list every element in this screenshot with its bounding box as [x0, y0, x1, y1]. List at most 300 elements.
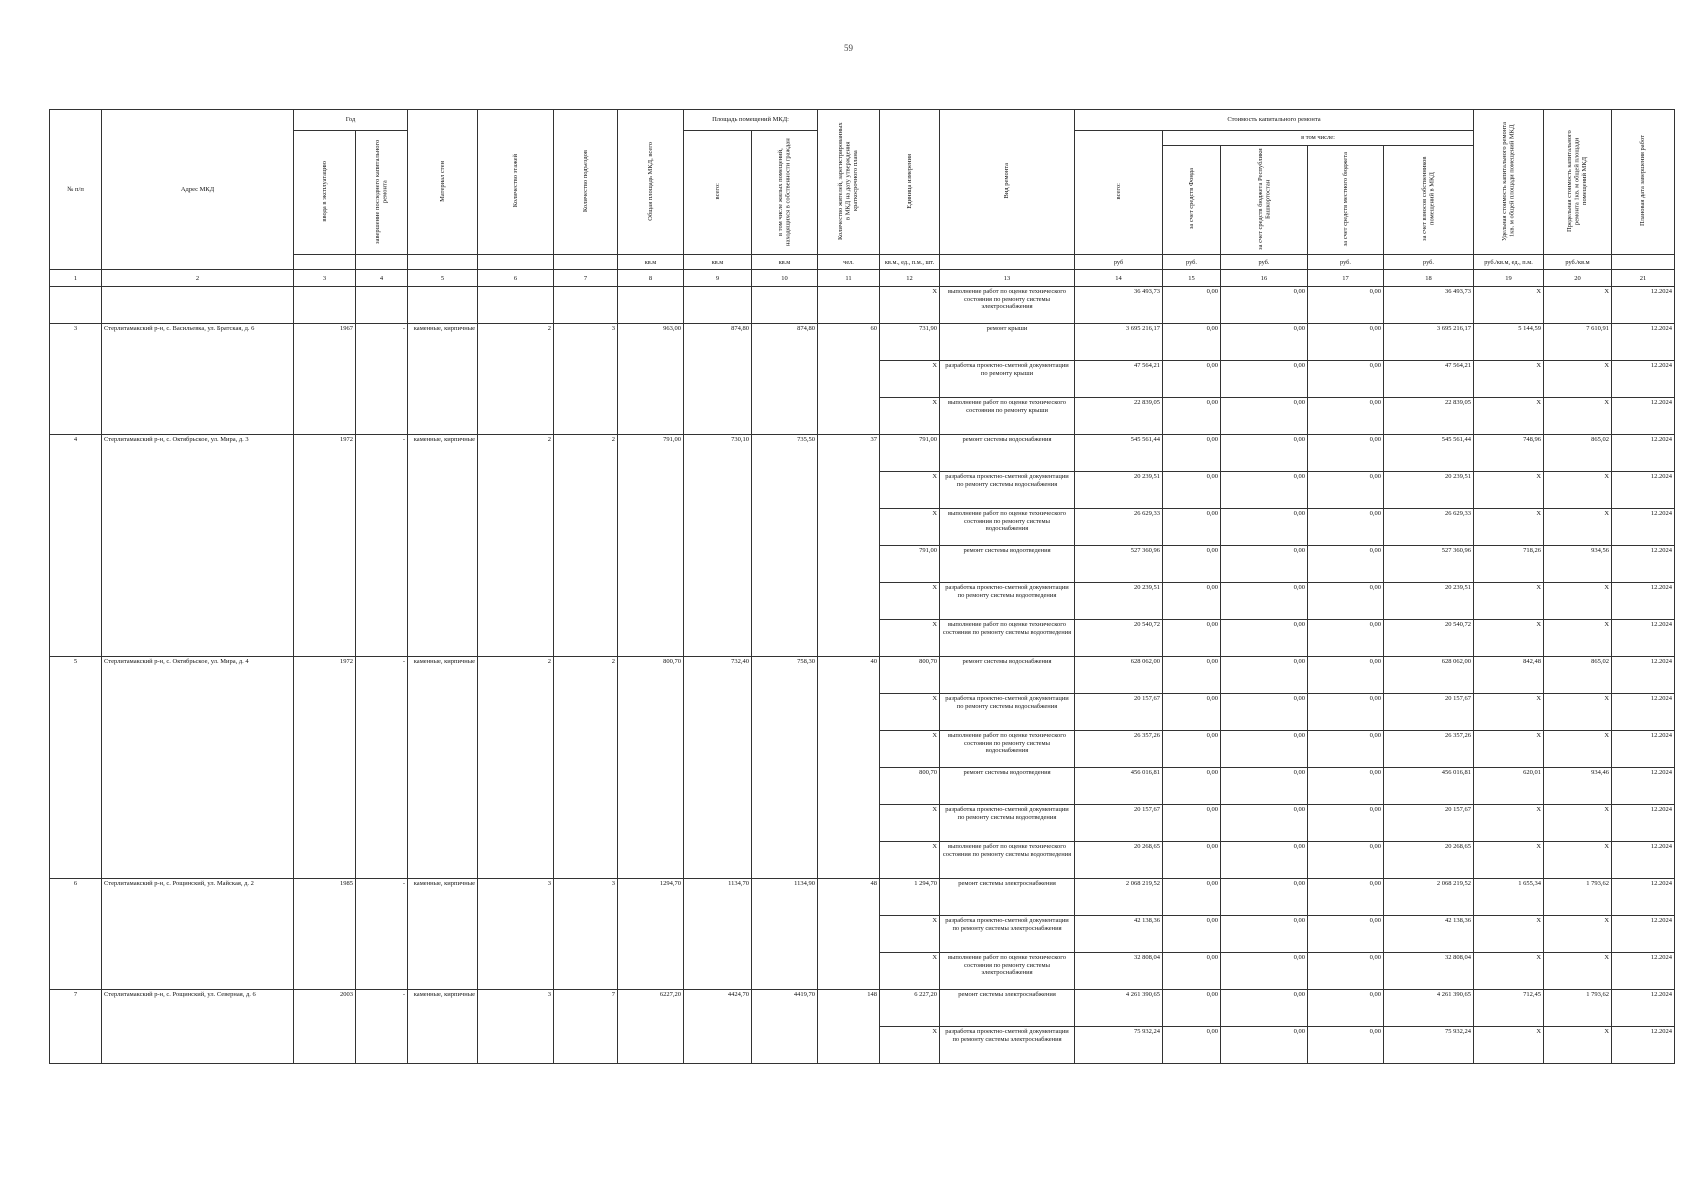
deadline: 12.2024: [1612, 620, 1675, 657]
table-row: [50, 657, 1675, 694]
unit-cell: [294, 255, 356, 270]
year-last-repair: -: [356, 990, 408, 1064]
cost-republic: 0,00: [1221, 398, 1308, 435]
page-number: 59: [844, 43, 853, 53]
residential-area: 758,30: [752, 657, 818, 879]
unit-cost: X: [1474, 916, 1544, 953]
header-residents: Количество жителей, зарегистрированных в МКД на дату утверждения краткосрочного плана: [818, 110, 880, 255]
limit-cost: X: [1544, 287, 1612, 324]
table-row: [50, 879, 1675, 916]
cost-total: 4 261 390,65: [1075, 990, 1163, 1027]
cost-fund: 0,00: [1163, 990, 1221, 1027]
table-body: [50, 287, 1675, 1064]
unit-cell: руб.: [1221, 255, 1308, 270]
unit-cell: руб: [1075, 255, 1163, 270]
work-type: выполнение работ по оценке технического состояния по ремонту системы водоотведения: [940, 620, 1075, 657]
deadline: 12.2024: [1612, 324, 1675, 361]
cost-owners: 527 360,96: [1384, 546, 1474, 583]
cost-owners: 20 157,67: [1384, 805, 1474, 842]
cost-fund: 0,00: [1163, 953, 1221, 990]
wall-material: каменные, кирпичные: [408, 879, 478, 990]
work-type: разработка проектно-сметной документации по ремонту системы водоснабжения: [940, 694, 1075, 731]
column-number: 15: [1163, 270, 1221, 287]
cost-owners: 4 261 390,65: [1384, 990, 1474, 1027]
cost-local: 0,00: [1308, 731, 1384, 768]
unit-cell: кв.м: [618, 255, 684, 270]
cost-total: 456 016,81: [1075, 768, 1163, 805]
work-type: ремонт системы водоотведения: [940, 768, 1075, 805]
deadline: 12.2024: [1612, 583, 1675, 620]
limit-cost: X: [1544, 731, 1612, 768]
total-area: 791,00: [618, 435, 684, 657]
limit-cost: 1 793,62: [1544, 879, 1612, 916]
column-number: 12: [880, 270, 940, 287]
premises-area: 1134,70: [684, 879, 752, 990]
cost-owners: 26 357,26: [1384, 731, 1474, 768]
cost-fund: 0,00: [1163, 361, 1221, 398]
wall-material: каменные, кирпичные: [408, 657, 478, 879]
wall-material: каменные, кирпичные: [408, 990, 478, 1064]
deadline: 12.2024: [1612, 731, 1675, 768]
cost-total: 20 157,67: [1075, 805, 1163, 842]
cost-local: 0,00: [1308, 768, 1384, 805]
empty-cell: [408, 287, 478, 324]
column-number: 21: [1612, 270, 1675, 287]
limit-cost: X: [1544, 620, 1612, 657]
cost-total: 22 839,05: [1075, 398, 1163, 435]
table-row: [50, 990, 1675, 1027]
unit-cost: X: [1474, 694, 1544, 731]
limit-cost: 934,46: [1544, 768, 1612, 805]
cost-total: 20 540,72: [1075, 620, 1163, 657]
limit-cost: X: [1544, 953, 1612, 990]
unit-value: 800,70: [880, 657, 940, 694]
total-area: 1294,70: [618, 879, 684, 990]
cost-republic: 0,00: [1221, 472, 1308, 509]
cost-fund: 0,00: [1163, 546, 1221, 583]
limit-cost: X: [1544, 842, 1612, 879]
work-type: разработка проектно-сметной документации по ремонту системы водоснабжения: [940, 472, 1075, 509]
column-number: 19: [1474, 270, 1544, 287]
header-premises-all: всего:: [684, 131, 752, 255]
column-number: 4: [356, 270, 408, 287]
limit-cost: X: [1544, 398, 1612, 435]
unit-value: X: [880, 620, 940, 657]
unit-value: 1 294,70: [880, 879, 940, 916]
header-cost-fund: за счет средств Фонда: [1163, 146, 1221, 255]
unit-cell: [940, 255, 1075, 270]
unit-cost: 748,96: [1474, 435, 1544, 472]
cost-total: 32 808,04: [1075, 953, 1163, 990]
header-cost-group: Стоимость капитального ремонта: [1075, 110, 1474, 131]
cost-total: 26 629,33: [1075, 509, 1163, 546]
unit-cost: 712,45: [1474, 990, 1544, 1027]
empty-cell: [294, 287, 356, 324]
deadline: 12.2024: [1612, 509, 1675, 546]
floors-count: 2: [478, 324, 554, 435]
work-type: ремонт системы водоотведения: [940, 546, 1075, 583]
residential-area: 735,50: [752, 435, 818, 657]
cost-fund: 0,00: [1163, 731, 1221, 768]
cost-owners: 20 268,65: [1384, 842, 1474, 879]
total-area: 963,00: [618, 324, 684, 435]
unit-cost: 1 655,34: [1474, 879, 1544, 916]
entrances-count: 3: [554, 879, 618, 990]
unit-value: X: [880, 583, 940, 620]
cost-republic: 0,00: [1221, 731, 1308, 768]
unit-value: 6 227,20: [880, 990, 940, 1027]
cost-local: 0,00: [1308, 805, 1384, 842]
unit-cell: кв.м., ед., п.м., шт.: [880, 255, 940, 270]
floors-count: 2: [478, 435, 554, 657]
cost-owners: 26 629,33: [1384, 509, 1474, 546]
column-number: 9: [684, 270, 752, 287]
unit-value: X: [880, 509, 940, 546]
cost-fund: 0,00: [1163, 657, 1221, 694]
column-number: 3: [294, 270, 356, 287]
deadline: 12.2024: [1612, 694, 1675, 731]
unit-cell: кв.м: [752, 255, 818, 270]
cost-republic: 0,00: [1221, 953, 1308, 990]
unit-value: 731,90: [880, 324, 940, 361]
year-last-repair: -: [356, 657, 408, 879]
cost-republic: 0,00: [1221, 1027, 1308, 1064]
floors-count: 3: [478, 879, 554, 990]
cost-owners: 20 157,67: [1384, 694, 1474, 731]
cost-local: 0,00: [1308, 287, 1384, 324]
cost-fund: 0,00: [1163, 768, 1221, 805]
cost-republic: 0,00: [1221, 768, 1308, 805]
unit-cost: X: [1474, 953, 1544, 990]
premises-area: 874,80: [684, 324, 752, 435]
residents-count: 40: [818, 657, 880, 879]
cost-total: 2 068 219,52: [1075, 879, 1163, 916]
unit-cost: X: [1474, 398, 1544, 435]
unit-value: X: [880, 472, 940, 509]
cost-owners: 20 239,51: [1384, 472, 1474, 509]
limit-cost: X: [1544, 472, 1612, 509]
cost-fund: 0,00: [1163, 398, 1221, 435]
deadline: 12.2024: [1612, 361, 1675, 398]
column-number: 18: [1384, 270, 1474, 287]
cost-local: 0,00: [1308, 694, 1384, 731]
cost-local: 0,00: [1308, 398, 1384, 435]
unit-value: X: [880, 953, 940, 990]
year-last-repair: -: [356, 435, 408, 657]
limit-cost: 1 793,62: [1544, 990, 1612, 1027]
empty-cell: [684, 287, 752, 324]
unit-cell: [356, 255, 408, 270]
cost-fund: 0,00: [1163, 1027, 1221, 1064]
cost-republic: 0,00: [1221, 916, 1308, 953]
limit-cost: X: [1544, 805, 1612, 842]
cost-owners: 3 695 216,17: [1384, 324, 1474, 361]
header-num: № п/п: [50, 110, 102, 270]
cost-fund: 0,00: [1163, 805, 1221, 842]
unit-cost: 620,01: [1474, 768, 1544, 805]
year-commission: 1967: [294, 324, 356, 435]
column-number: 8: [618, 270, 684, 287]
residential-area: 4419,70: [752, 990, 818, 1064]
empty-cell: [102, 287, 294, 324]
work-type: ремонт системы водоснабжения: [940, 657, 1075, 694]
cost-republic: 0,00: [1221, 620, 1308, 657]
cost-total: 3 695 216,17: [1075, 324, 1163, 361]
table-row: [50, 324, 1675, 361]
header-deadline: Плановая дата завершения работ: [1612, 110, 1675, 255]
unit-value: X: [880, 731, 940, 768]
unit-cell: [408, 255, 478, 270]
column-number: 11: [818, 270, 880, 287]
cost-republic: 0,00: [1221, 287, 1308, 324]
unit-value: 791,00: [880, 435, 940, 472]
deadline: 12.2024: [1612, 657, 1675, 694]
unit-cell: [478, 255, 554, 270]
work-type: ремонт системы водоснабжения: [940, 435, 1075, 472]
unit-cell: руб./кв.м: [1544, 255, 1612, 270]
header-walls: Материал стен: [408, 110, 478, 255]
cost-fund: 0,00: [1163, 324, 1221, 361]
deadline: 12.2024: [1612, 916, 1675, 953]
column-number: 7: [554, 270, 618, 287]
column-number: 1: [50, 270, 102, 287]
residents-count: 37: [818, 435, 880, 657]
cost-fund: 0,00: [1163, 620, 1221, 657]
work-type: ремонт крыши: [940, 324, 1075, 361]
work-type: выполнение работ по оценке технического состояния по ремонту системы электроснабжения: [940, 953, 1075, 990]
cost-fund: 0,00: [1163, 916, 1221, 953]
work-type: разработка проектно-сметной документации по ремонту системы водоотведения: [940, 583, 1075, 620]
limit-cost: 865,02: [1544, 657, 1612, 694]
work-type: разработка проектно-сметной документации по ремонту системы водоотведения: [940, 805, 1075, 842]
cost-fund: 0,00: [1163, 435, 1221, 472]
cost-owners: 20 239,51: [1384, 583, 1474, 620]
column-number: 6: [478, 270, 554, 287]
unit-value: 791,00: [880, 546, 940, 583]
limit-cost: X: [1544, 694, 1612, 731]
header-year-commission: ввода в эксплуатацию: [294, 131, 356, 255]
floors-count: 3: [478, 990, 554, 1064]
work-type: выполнение работ по оценке технического состояния по ремонту системы водоснабжения: [940, 509, 1075, 546]
limit-cost: 934,56: [1544, 546, 1612, 583]
cost-local: 0,00: [1308, 435, 1384, 472]
cost-owners: 32 808,04: [1384, 953, 1474, 990]
residents-count: 148: [818, 990, 880, 1064]
year-last-repair: -: [356, 879, 408, 990]
work-type: ремонт системы электроснабжения: [940, 879, 1075, 916]
work-type: выполнение работ по оценке технического состояния по ремонту системы водоснабжения: [940, 731, 1075, 768]
deadline: 12.2024: [1612, 842, 1675, 879]
limit-cost: X: [1544, 1027, 1612, 1064]
cost-local: 0,00: [1308, 472, 1384, 509]
unit-value: X: [880, 287, 940, 324]
cost-republic: 0,00: [1221, 657, 1308, 694]
limit-cost: 865,02: [1544, 435, 1612, 472]
residents-count: 48: [818, 879, 880, 990]
empty-cell: [50, 287, 102, 324]
unit-cell: руб./кв.м, ед., п.м.: [1474, 255, 1544, 270]
year-commission: 2003: [294, 990, 356, 1064]
work-type: разработка проектно-сметной документации по ремонту системы электроснабжения: [940, 916, 1075, 953]
cost-republic: 0,00: [1221, 546, 1308, 583]
cost-republic: 0,00: [1221, 879, 1308, 916]
building-num: 7: [50, 990, 102, 1064]
cost-total: 20 239,51: [1075, 472, 1163, 509]
header-cost-republic: за счет средств бюджета Республики Башкортостан: [1221, 146, 1308, 255]
cost-total: 20 268,65: [1075, 842, 1163, 879]
column-number: 20: [1544, 270, 1612, 287]
cost-local: 0,00: [1308, 953, 1384, 990]
deadline: 12.2024: [1612, 398, 1675, 435]
unit-cell: чел.: [818, 255, 880, 270]
building-num: 5: [50, 657, 102, 879]
cost-local: 0,00: [1308, 879, 1384, 916]
cost-owners: 36 493,73: [1384, 287, 1474, 324]
header-year-last-repair: завершение последнего капитального ремонта: [356, 131, 408, 255]
premises-area: 730,10: [684, 435, 752, 657]
limit-cost: X: [1544, 583, 1612, 620]
cost-fund: 0,00: [1163, 472, 1221, 509]
entrances-count: 3: [554, 324, 618, 435]
work-type: разработка проектно-сметной документации по ремонту системы электроснабжения: [940, 1027, 1075, 1064]
unit-cost: X: [1474, 361, 1544, 398]
header-limit-cost: Предельная стоимость капитального ремонта 1кв. м общей площади помещений МКД: [1544, 110, 1612, 255]
cost-republic: 0,00: [1221, 694, 1308, 731]
residential-area: 874,80: [752, 324, 818, 435]
year-commission: 1972: [294, 435, 356, 657]
unit-cost: X: [1474, 805, 1544, 842]
deadline: 12.2024: [1612, 472, 1675, 509]
unit-value: X: [880, 398, 940, 435]
column-number: 14: [1075, 270, 1163, 287]
unit-value: X: [880, 842, 940, 879]
year-commission: 1985: [294, 879, 356, 990]
cost-local: 0,00: [1308, 324, 1384, 361]
entrances-count: 2: [554, 435, 618, 657]
unit-cost: X: [1474, 509, 1544, 546]
cost-fund: 0,00: [1163, 583, 1221, 620]
cost-republic: 0,00: [1221, 324, 1308, 361]
unit-cost: X: [1474, 472, 1544, 509]
table-row: [50, 287, 1675, 324]
column-number: 17: [1308, 270, 1384, 287]
header-unit-cost: Удельная стоимость капитального ремонта 1кв. м общей площади помещений МКД: [1474, 110, 1544, 255]
unit-value: X: [880, 1027, 940, 1064]
header-premises-residential: в том числе жилых помещений, находящихся в собственности граждан: [752, 131, 818, 255]
building-address: Стерлитамакский р-н, с. Октябрьское, ул. Мира, д. 4: [102, 657, 294, 879]
work-type: разработка проектно-сметной документации по ремонту крыши: [940, 361, 1075, 398]
total-area: 6227,20: [618, 990, 684, 1064]
building-address: Стерлитамакский р-н, с. Рощинский, ул. Майская, д. 2: [102, 879, 294, 990]
deadline: 12.2024: [1612, 1027, 1675, 1064]
cost-local: 0,00: [1308, 1027, 1384, 1064]
header-work-type: Вид ремонта: [940, 110, 1075, 255]
cost-owners: 545 561,44: [1384, 435, 1474, 472]
cost-total: 75 932,24: [1075, 1027, 1163, 1064]
header-cost-total: всего:: [1075, 131, 1163, 255]
cost-owners: 20 540,72: [1384, 620, 1474, 657]
unit-value: X: [880, 916, 940, 953]
column-number: 10: [752, 270, 818, 287]
header-cost-owners: за счет взносов собственников помещений в МКД: [1384, 146, 1474, 255]
cost-republic: 0,00: [1221, 805, 1308, 842]
cost-local: 0,00: [1308, 583, 1384, 620]
building-address: Стерлитамакский р-н, с. Октябрьское, ул. Мира, д. 3: [102, 435, 294, 657]
building-num: 3: [50, 324, 102, 435]
unit-cost: 842,48: [1474, 657, 1544, 694]
unit-cell: руб.: [1163, 255, 1221, 270]
deadline: 12.2024: [1612, 435, 1675, 472]
header-premises-group: Площадь помещений МКД:: [684, 110, 818, 131]
deadline: 12.2024: [1612, 287, 1675, 324]
column-number: 2: [102, 270, 294, 287]
cost-owners: 2 068 219,52: [1384, 879, 1474, 916]
residential-area: 1134,90: [752, 879, 818, 990]
cost-local: 0,00: [1308, 657, 1384, 694]
header-total-area: Общая площадь МКД, всего: [618, 110, 684, 255]
deadline: 12.2024: [1612, 953, 1675, 990]
units-row: [50, 255, 1675, 270]
building-num: 6: [50, 879, 102, 990]
cost-owners: 47 564,21: [1384, 361, 1474, 398]
cost-local: 0,00: [1308, 842, 1384, 879]
empty-cell: [554, 287, 618, 324]
header-address: Адрес МКД: [102, 110, 294, 270]
entrances-count: 2: [554, 657, 618, 879]
header-incl: в том числе:: [1163, 131, 1474, 146]
entrances-count: 7: [554, 990, 618, 1064]
cost-fund: 0,00: [1163, 694, 1221, 731]
unit-value: X: [880, 805, 940, 842]
header-floors: Количество этажей: [478, 110, 554, 255]
unit-value: X: [880, 361, 940, 398]
cost-fund: 0,00: [1163, 879, 1221, 916]
empty-cell: [356, 287, 408, 324]
cost-local: 0,00: [1308, 990, 1384, 1027]
cost-owners: 22 839,05: [1384, 398, 1474, 435]
limit-cost: 7 610,91: [1544, 324, 1612, 361]
cost-total: 42 138,36: [1075, 916, 1163, 953]
wall-material: каменные, кирпичные: [408, 435, 478, 657]
empty-cell: [818, 287, 880, 324]
limit-cost: X: [1544, 509, 1612, 546]
year-last-repair: -: [356, 324, 408, 435]
cost-fund: 0,00: [1163, 287, 1221, 324]
header-unit: Единица измерения: [880, 110, 940, 255]
cost-total: 527 360,96: [1075, 546, 1163, 583]
building-num: 4: [50, 435, 102, 657]
column-number: 13: [940, 270, 1075, 287]
table-header: [50, 110, 1675, 287]
cost-republic: 0,00: [1221, 361, 1308, 398]
wall-material: каменные, кирпичные: [408, 324, 478, 435]
cost-total: 20 239,51: [1075, 583, 1163, 620]
repair-plan-table: [49, 109, 1675, 1064]
unit-cost: X: [1474, 1027, 1544, 1064]
table-row: [50, 435, 1675, 472]
cost-total: 26 357,26: [1075, 731, 1163, 768]
cost-total: 628 062,00: [1075, 657, 1163, 694]
cost-local: 0,00: [1308, 361, 1384, 398]
unit-cell: руб.: [1308, 255, 1384, 270]
empty-cell: [478, 287, 554, 324]
unit-cost: 718,26: [1474, 546, 1544, 583]
limit-cost: X: [1544, 361, 1612, 398]
column-number: 16: [1221, 270, 1308, 287]
header-year-group: Год: [294, 110, 408, 131]
header-cost-local: за счет средств местного бюджета: [1308, 146, 1384, 255]
floors-count: 2: [478, 657, 554, 879]
